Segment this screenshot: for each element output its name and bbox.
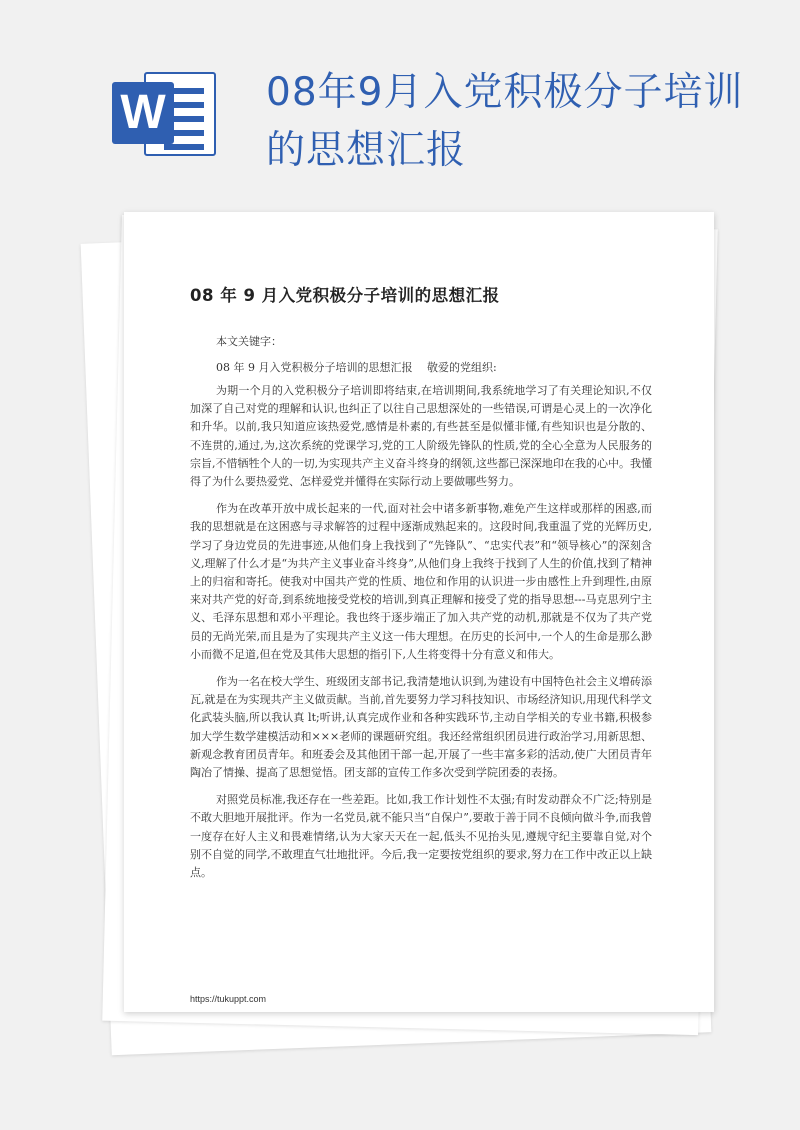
paragraph: 为期一个月的入党积极分子培训即将结束,在培训期间,我系统地学习了有关理论知识,不仅加深了自己对党的理解和认识,也纠正了以往自己思想深处的一些错误,可谓是心灵上的一次净化和升华。以前,我只知道应该热爱党,感情是朴素的,有些甚至是似懂非懂,有些知识也是分散的、不连贯的,通过,为,这次系统的党课学习,党的工人阶级先锋队的性质,党的全心全意为人民服务的宗旨,不惜牺牲个人的一切,为实现共产主义奋斗终身的纲领,这些都已深深地印在我的心中。我懂得了为什么要热爱党、怎样爱党并懂得在实际行动上要做哪些努力。 [190,384,652,489]
paragraph: 作为一名在校大学生、班级团支部书记,我清楚地认识到,为建设有中国特色社会主义增砖添瓦,就是在为实现共产主义做贡献。当前,首先要努力学习科技知识、市场经济知识,用现代科学文化武装头脑,所以我认真 lt;听讲,认真完成作业和各种实践环节,主动自学相关的专业书籍,积极参加大学生数学建模活动和×××老师的课题研究组。我还经常组织团员进行政治学习,用新思想、新观念教育团员青年。和班委会及其他团干部一起,开展了一些丰富多彩的活动,使广大团员青年陶冶了情操、提高了思想觉悟。团支部的宣传工作多次受到学院团委的表扬。 [190,675,652,780]
word-w-badge: W [112,82,174,144]
paragraph: 作为在改革开放中成长起来的一代,面对社会中诸多新事物,难免产生这样或那样的困惑,而我的思想就是在这困惑与寻求解答的过程中逐渐成熟起来的。这段时间,我重温了党的光辉历史,学习了身边党员的先进事迹,从他们身上我找到了“先锋队”、“忠实代表”和“领导核心”的深刻含义,理解了什么才是“为共产主义事业奋斗终身”,从他们身上我终于找到了人生的价值,找到了精神上的归宿和寄托。使我对中国共产党的性质、地位和作用的认识进一步由感性上升到理性,由原来对共产党的好奇,到系统地接受党校的培训,到真正理解和接受了党的指导思想---马克思列宁主义、毛泽东思想和邓小平理论。我也终于逐步端正了加入共产党的动机,那就是不仅为了共产党员的无尚光荣,而且是为了实现共产主义这一伟大理想。在历史的长河中,一个人的生命是那么渺小而微不足道,但在党及其伟大思想的指引下,人生将变得十分有意义和伟大。 [190,502,652,661]
word-document-icon [108,62,220,162]
subtitle-line: 08 年 9 月入党积极分子培训的思想汇报 敬爱的党组织: [216,361,497,374]
source-url[interactable]: https://tukuppt.com [190,994,267,1004]
icon-line [164,144,204,150]
page-header [0,0,800,200]
paragraph: 对照党员标准,我还存在一些差距。比如,我工作计划性不太强;有时发动群众不广泛;特别是不敢大胆地开展批评。作为一名党员,就不能只当“自保户”,要敢于善于同不良倾向做斗争,而我曾一度存在好人主义和畏难情绪,认为大家天天在一起,低头不见抬头见,遵规守纪主要靠自觉,对个别不自觉的同学,不敢理直气壮地批评。今后,我一定要按党组织的要求,努力在工作中改正以上缺点。 [190,793,652,880]
keyword-line: 本文关键字： [216,335,282,348]
document-title: 08 年 9 月入党积极分子培训的思想汇报 [190,286,500,305]
document-page [124,212,714,1012]
header-title: 08年9月入党积极分子培训的思想汇报 [266,70,744,173]
